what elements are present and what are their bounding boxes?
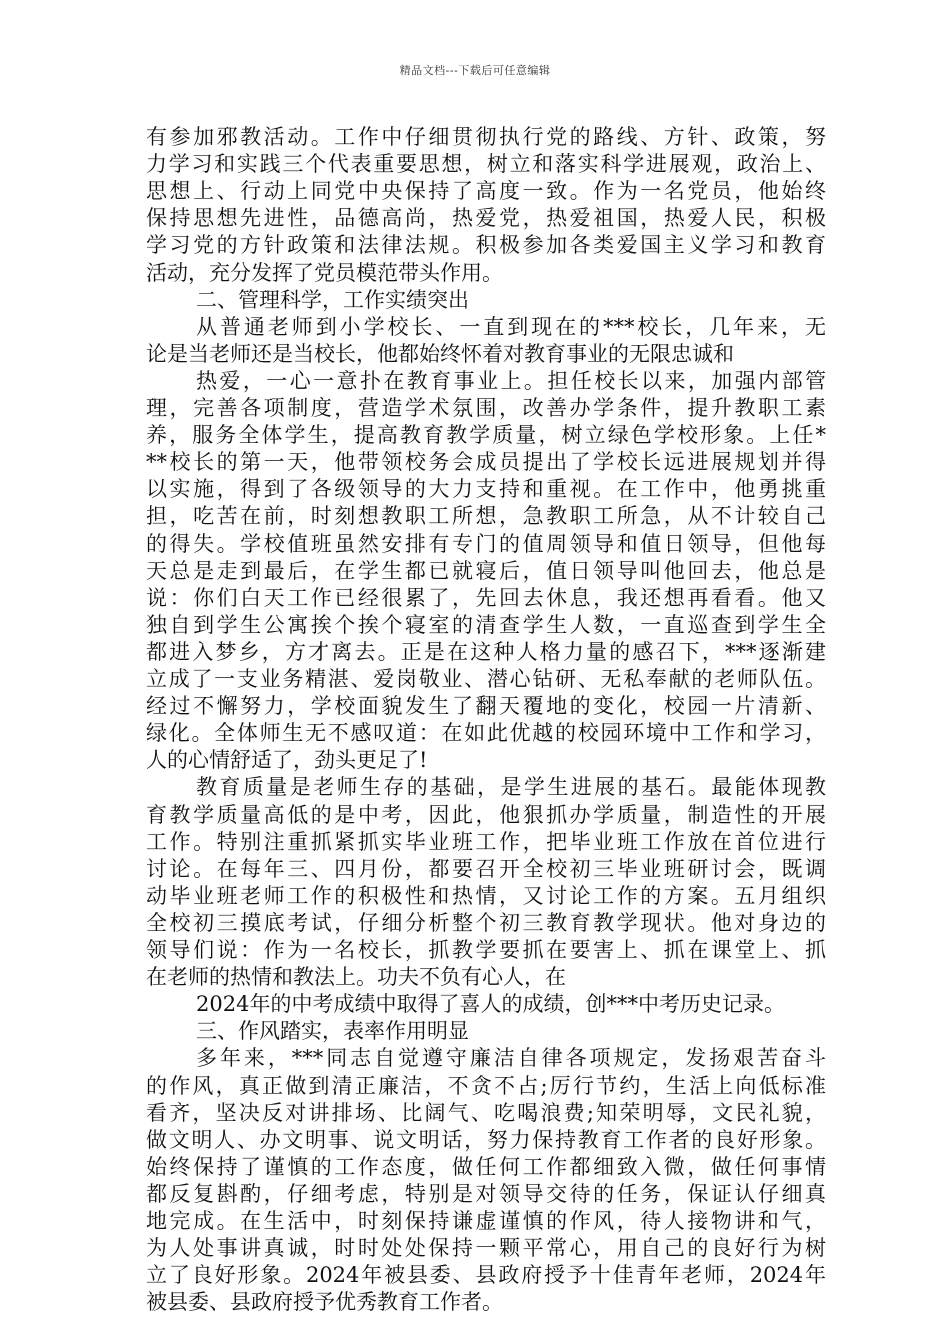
text-line: 人的心情舒适了，劲头更足了!: [146, 748, 428, 772]
text-line: 理，完善各项制度，营造学术氛围，改善办学条件，提升教职工素: [146, 396, 826, 420]
text-line: **校长的第一天，他带领校务会成员提出了学校长远进展规划并得: [146, 450, 826, 474]
text-line: 工作。特别注重抓紧抓实毕业班工作，把毕业班工作放在首位进行: [146, 830, 826, 854]
text-line: 绿化。全体师生无不感叹道：在如此优越的校园环境中工作和学习，: [146, 721, 826, 745]
text-line: 教育质量是老师生存的基础，是学生进展的基石。最能体现教: [196, 775, 826, 799]
text-line: 讨论。在每年三、四月份，都要召开全校初三毕业班研讨会，既调: [146, 857, 826, 881]
text-line: 被县委、县政府授予优秀教育工作者。: [146, 1290, 503, 1314]
text-line: 思想上、行动上同党中央保持了高度一致。作为一名党员，他始终: [146, 179, 826, 203]
text-line: 担，吃苦在前，时刻想教职工所想，急教职工所急，从不计较自己: [146, 504, 826, 528]
section-heading: 二、管理科学，工作实绩突出: [196, 288, 469, 312]
text-line: 保持思想先进性，品德高尚，热爱党，热爱祖国，热爱人民，积极: [146, 206, 826, 230]
text-line: 立了良好形象。2024年被县委、县政府授予十佳青年老师，2024年: [146, 1263, 826, 1287]
text-line: 做文明人、办文明事、说文明话，努力保持教育工作者的良好形象。: [146, 1128, 826, 1152]
text-line: 育教学质量高低的是中考，因此，他狠抓办学质量，制造性的开展: [146, 803, 826, 827]
text-line: 的作风，真正做到清正廉洁，不贪不占;厉行节约，生活上向低标准: [146, 1074, 826, 1098]
text-line: 的得失。学校值班虽然安排有专门的值周领导和值日领导，但他每: [146, 532, 826, 556]
text-line: 在老师的热情和教法上。功夫不负有心人，在: [146, 965, 566, 989]
section-heading: 三、作风踏实，表率作用明显: [196, 1019, 469, 1043]
text-line: 热爱，一心一意扑在教育事业上。担任校长以来，加强内部管: [196, 369, 826, 393]
text-line: 独自到学生公寓挨个挨个寝室的清查学生人数，一直巡查到学生全: [146, 613, 826, 637]
text-line: 活动，充分发挥了党员模范带头作用。: [146, 261, 503, 285]
text-line: 经过不懈努力，学校面貌发生了翻天覆地的变化，校园一片清新、: [146, 694, 826, 718]
text-line: 多年来，***同志自觉遵守廉洁自律各项规定，发扬艰苦奋斗: [196, 1046, 826, 1070]
text-line: 有参加邪教活动。工作中仔细贯彻执行党的路线、方针、政策，努: [146, 125, 826, 149]
text-line: 论是当老师还是当校长，他都始终怀着对教育事业的无限忠诚和: [146, 342, 734, 366]
text-line: 都进入梦乡，方才离去。正是在这种人格力量的感召下，***逐渐建: [146, 640, 826, 664]
text-line: 全校初三摸底考试，仔细分析整个初三教育教学现状。他对身边的: [146, 911, 826, 935]
text-line: 始终保持了谨慎的工作态度，做任何工作都细致入微，做任何事情: [146, 1155, 826, 1179]
text-line: 看齐，坚决反对讲排场、比阔气、吃喝浪费;知荣明辱，文民礼貌，: [146, 1101, 826, 1125]
text-line: 地完成。在生活中，时刻保持谦虚谨慎的作风，待人接物讲和气，: [146, 1209, 826, 1233]
text-line: 养，服务全体学生，提高教育教学质量，树立绿色学校形象。上任*: [146, 423, 826, 447]
text-line: 领导们说：作为一名校长，抓教学要抓在要害上、抓在课堂上、抓: [146, 938, 826, 962]
text-line: 为人处事讲真诚，时时处处保持一颗平常心，用自己的良好行为树: [146, 1236, 826, 1260]
text-line: 2024年的中考成绩中取得了喜人的成绩，创***中考历史记录。: [196, 992, 785, 1016]
text-line: 学习党的方针政策和法律法规。积极参加各类爱国主义学习和教育: [146, 233, 826, 257]
text-line: 都反复斟酌，仔细考虑，特别是对领导交待的任务，保证认仔细真: [146, 1182, 826, 1206]
text-line: 天总是走到最后，在学生都已就寝后，值日领导叫他回去，他总是: [146, 559, 826, 583]
text-line: 立成了一支业务精湛、爱岗敬业、潜心钻研、无私奉献的老师队伍。: [146, 667, 826, 691]
text-line: 以实施，得到了各级领导的大力支持和重视。在工作中，他勇挑重: [146, 477, 826, 501]
text-line: 力学习和实践三个代表重要思想，树立和落实科学进展观，政治上、: [146, 152, 826, 176]
page-header: 精品文档---下载后可任意编辑: [399, 64, 551, 77]
text-line: 动毕业班老师工作的积极性和热情，又讨论工作的方案。五月组织: [146, 884, 826, 908]
text-line: 说：你们白天工作已经很累了，先回去休息，我还想再看看。他又: [146, 586, 826, 610]
text-line: 从普通老师到小学校长、一直到现在的***校长，几年来，无: [196, 315, 826, 339]
